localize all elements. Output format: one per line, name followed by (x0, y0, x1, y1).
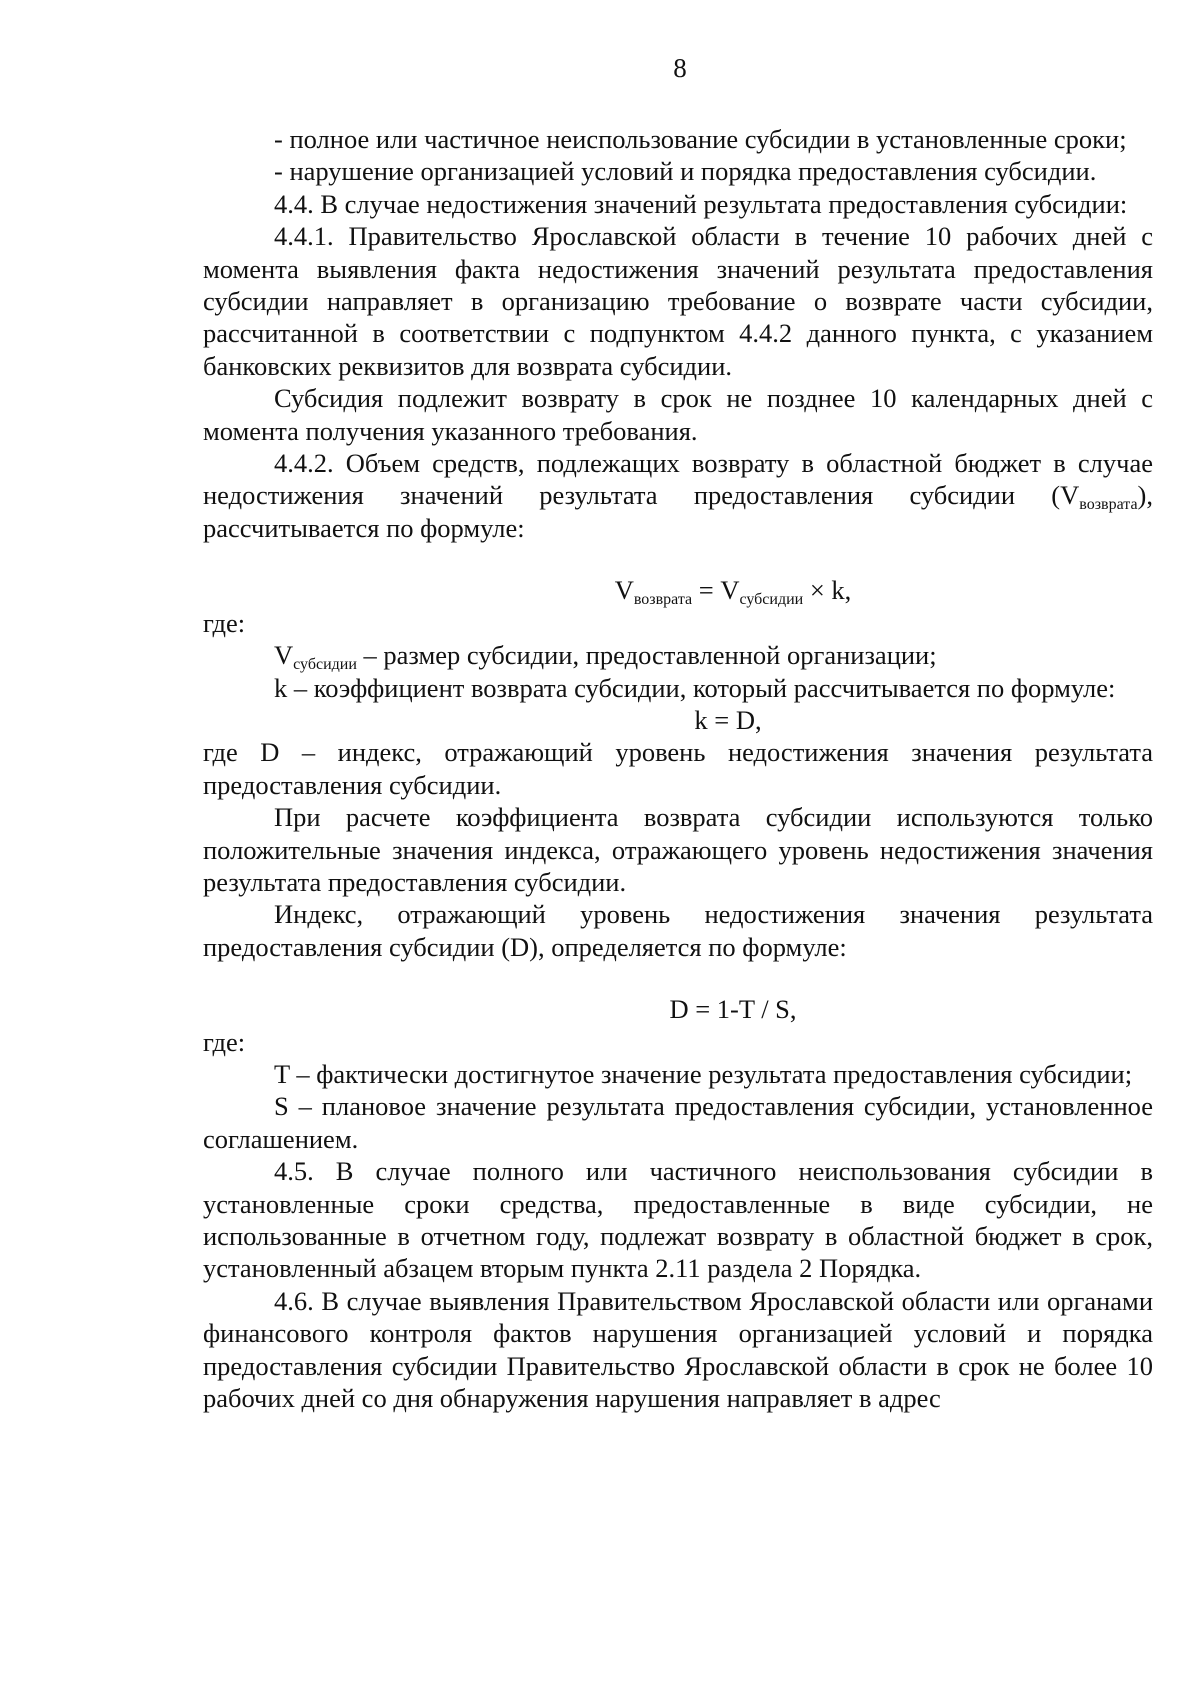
paragraph-t-value: T – фактически достигнутое значение результата предоставления субсидии; (274, 1058, 1133, 1089)
paragraph-4-4-1: 4.4.1. Правительство Ярославской области в течение 10 рабочих дней с момента выявления факта недостижения значений результата предоставления субсидии направляет в организацию требование о возврате части субсидии, рассчитанной в соответствии с подпунктом 4.4.2 данного пункта, с указанием банковских реквизитов для возврата субсидии. (203, 221, 1153, 381)
paragraph-4-4-2-text: 4.4.2. Объем средств, подлежащих возврату в областной бюджет в случае недостижения значений результата предоставления субсидии (V (203, 448, 1153, 511)
paragraph-4-6: 4.6. В случае выявления Правительством Ярославской области или органами финансового контроля фактов нарушения организацией условий и порядка предоставления субсидии Правительство Ярославской области в срок не более 10 рабочих дней со дня обнаружения нарушения направляет в адрес (203, 1285, 1153, 1414)
document-body (203, 123, 1153, 1414)
paragraph-4-4: 4.4. В случае недостижения значений результата предоставления субсидии: (274, 188, 1128, 219)
v-subsidy-definition: – размер субсидии, предоставленной организации; (356, 640, 937, 671)
paragraph-4-4-2 (203, 447, 1153, 544)
paragraph-violation: - нарушение организацией условий и порядка предоставления субсидии. (274, 156, 1097, 187)
where-label-2: где: (203, 1026, 246, 1057)
formula-times-k: × k, (803, 575, 852, 606)
paragraph-unused-subsidy: - полное или частичное неиспользование субсидии в установленные сроки; (274, 124, 1127, 154)
paragraph-index-definition: Индекс, отражающий уровень недостижения значения результата предоставления субсидии (D), определяется по формуле: (203, 899, 1153, 962)
paragraph-v-subsidy (203, 639, 1153, 674)
where-label-1: где: (203, 607, 246, 638)
formula-subscript-return: возврата (633, 591, 693, 609)
paragraph-subsidy-return: Субсидия подлежит возврату в срок не позднее 10 календарных дней с момента получения указанного требования. (203, 383, 1153, 446)
formula-equals-v: = V (692, 575, 740, 606)
paragraph-d-index: где D – индекс, отражающий уровень недостижения значения результата предоставления субсидии. (203, 737, 1153, 800)
paragraph-positive-values: При расчете коэффициента возврата субсидии используются только положительные значения индекса, отражающего уровень недостижения значения результата предоставления субсидии. (203, 802, 1153, 897)
paragraph-s-value: S – плановое значение результата предоставления субсидии, установленное соглашением. (203, 1091, 1153, 1154)
paragraph-4-4-2-tail: ), рассчитывается по формуле: (203, 480, 1153, 543)
formula-subscript-subsidy: субсидии (739, 591, 804, 609)
paragraph-4-5: 4.5. В случае полного или частичного неиспользования субсидии в установленные сроки средства, предоставленные в виде субсидии, не использованные в отчетном году, подлежат возврату в областной бюджет в срок, установленный абзацем вторым пункта 2.11 раздела 2 Порядка. (203, 1156, 1153, 1284)
subscript-return: возврата (1079, 496, 1138, 514)
formula-d: D = 1-T / S, (669, 994, 797, 1025)
v-symbol: V (274, 640, 294, 671)
subscript-subsidy: субсидии (293, 656, 357, 674)
paragraph-k-coefficient: k – коэффициент возврата субсидии, который рассчитывается по формуле: (274, 672, 1116, 703)
formula-v-symbol: V (614, 575, 634, 606)
formula-v-return (203, 574, 1153, 609)
formula-k: k = D, (694, 704, 762, 735)
page-number: 8 (673, 53, 687, 83)
